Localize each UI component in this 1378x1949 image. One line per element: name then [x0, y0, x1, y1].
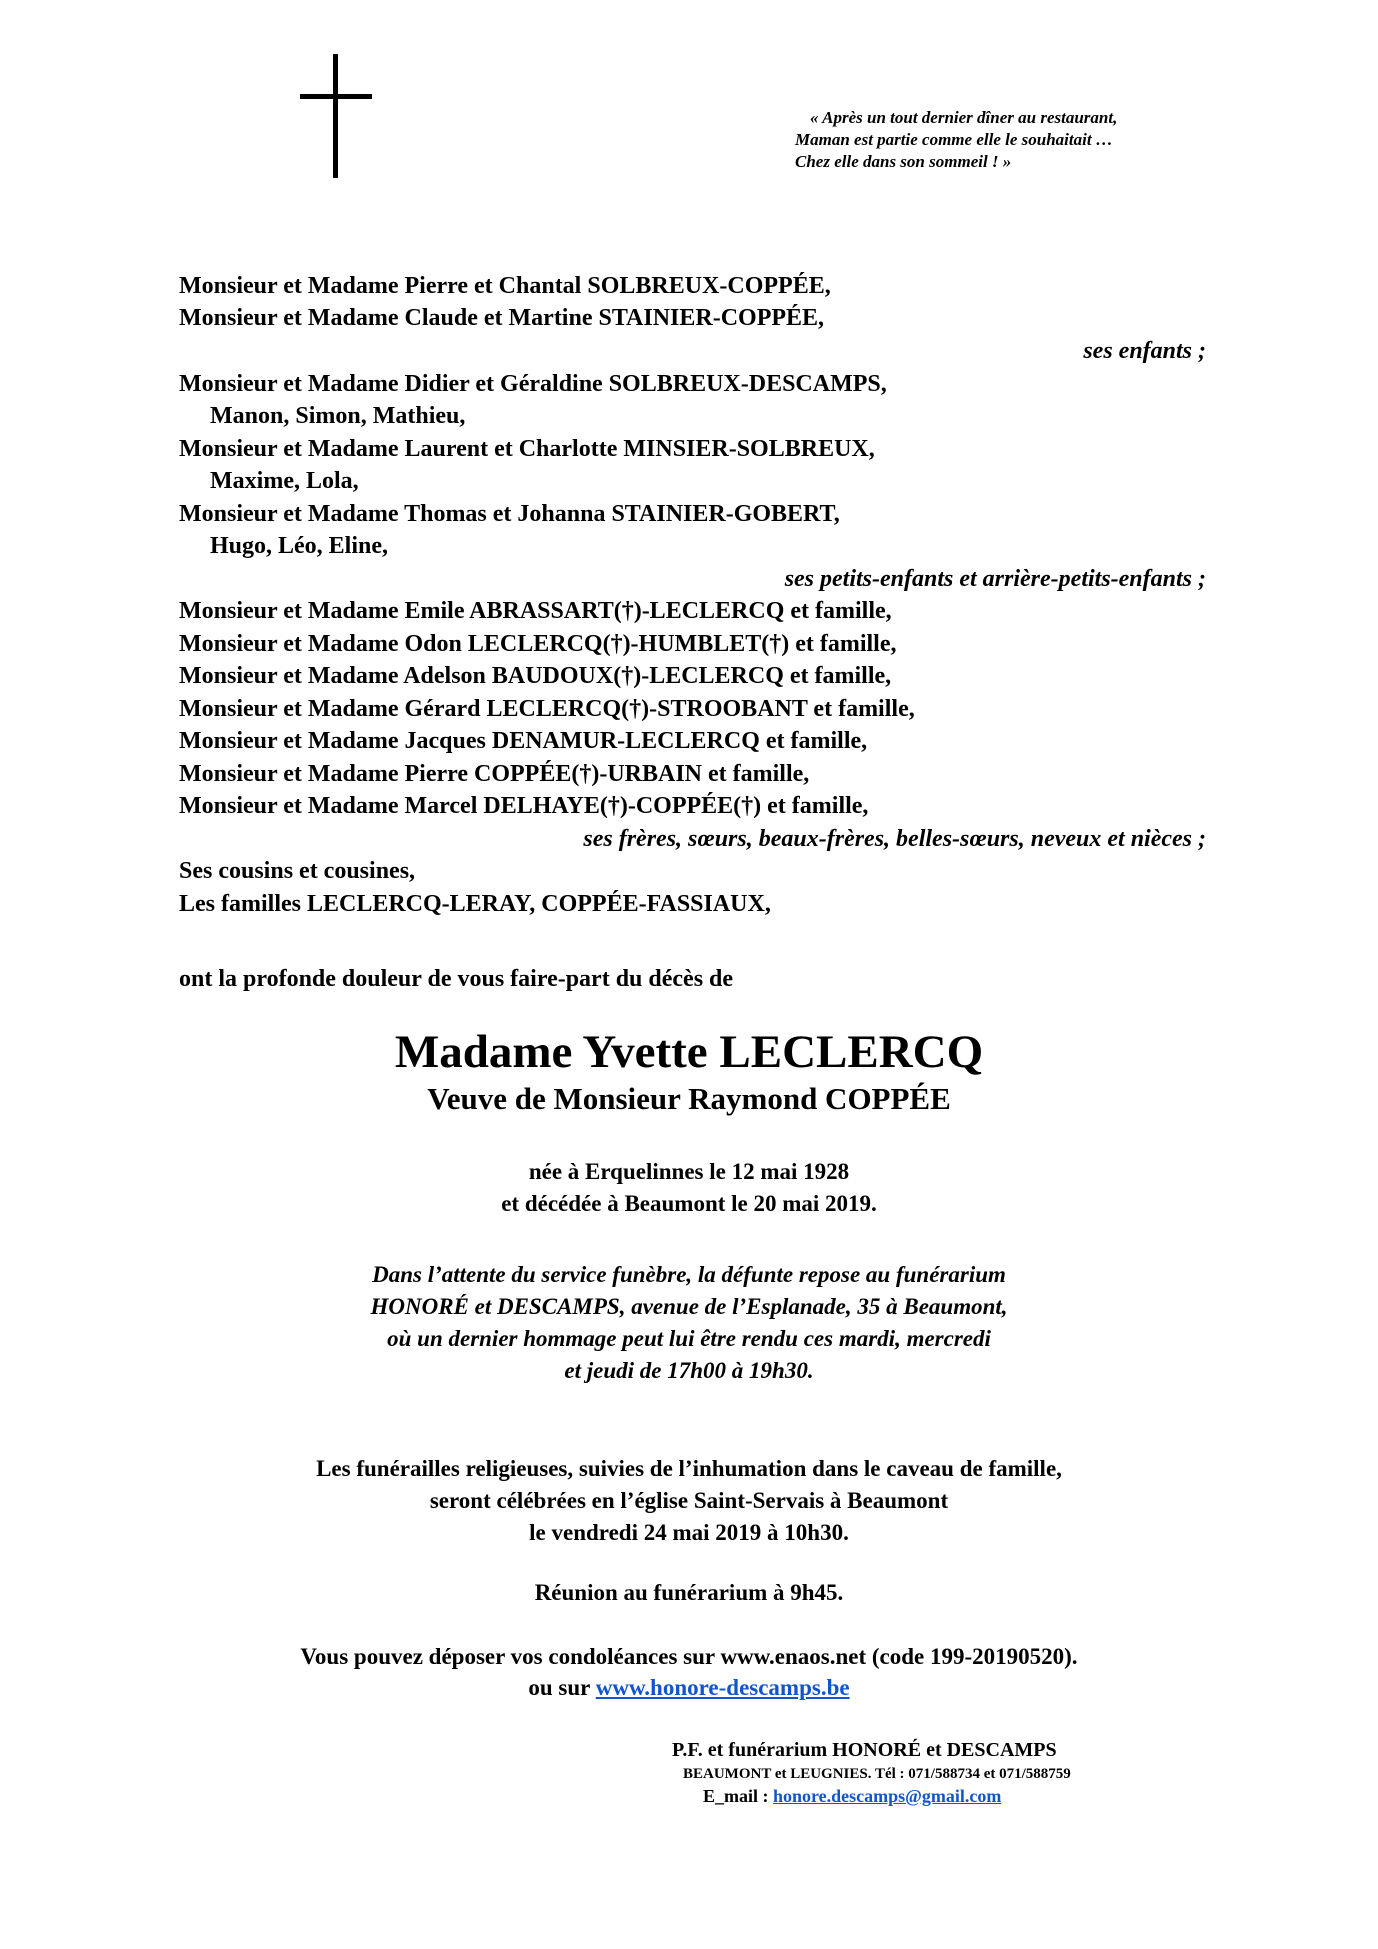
family-line: Monsieur et Madame Odon LECLERCQ(†)-HUMBLET(†) et famille,	[179, 631, 897, 657]
meeting-line: Réunion au funérarium à 9h45.	[534, 1580, 844, 1605]
viewing-line: Dans l’attente du service funèbre, la défunte repose au funérarium	[372, 1262, 1006, 1287]
funeral-line: le vendredi 24 mai 2019 à 10h30.	[529, 1520, 849, 1545]
viewing-line: et jeudi de 17h00 à 19h30.	[564, 1358, 814, 1383]
family-line: Monsieur et Madame Jacques DENAMUR-LECLERCQ et famille,	[179, 728, 868, 754]
widow-of: Veuve de Monsieur Raymond COPPÉE	[427, 1081, 951, 1116]
family-line: Hugo, Léo, Eline,	[210, 533, 389, 559]
family-line: Manon, Simon, Mathieu,	[210, 403, 466, 429]
family-line: Monsieur et Madame Gérard LECLERCQ(†)-STROOBANT et famille,	[179, 696, 915, 722]
condolences-line: Vous pouvez déposer vos condoléances sur www.enaos.net (code 199-20190520).	[300, 1644, 1078, 1669]
quote-line: « Après un tout dernier dîner au restaurant,	[810, 108, 1118, 127]
deceased-name: Madame Yvette LECLERCQ	[394, 1026, 984, 1078]
family-line: Monsieur et Madame Thomas et Johanna STAINIER-GOBERT,	[179, 501, 840, 527]
quote	[795, 107, 1117, 173]
family-line: Monsieur et Madame Pierre et Chantal SOLBREUX-COPPÉE,	[179, 273, 831, 299]
funeral-line: Les funérailles religieuses, suivies de l’inhumation dans le caveau de famille,	[316, 1456, 1062, 1481]
family-line: Monsieur et Madame Adelson BAUDOUX(†)-LECLERCQ et famille,	[179, 663, 892, 689]
condolences-prefix: ou sur	[528, 1675, 596, 1700]
website-link[interactable]: www.honore-descamps.be	[595, 1675, 850, 1700]
family-line: Monsieur et Madame Pierre COPPÉE(†)-URBAIN et famille,	[179, 761, 810, 787]
family-role-label: ses frères, sœurs, beaux-frères, belles-sœurs, neveux et nièces ;	[583, 826, 1206, 852]
signature-company: P.F. et funérarium HONORÉ et DESCAMPS	[672, 1739, 1057, 1761]
death-line: et décédée à Beaumont le 20 mai 2019.	[501, 1191, 877, 1216]
funeral-line: seront célébrées en l’église Saint-Servais à Beaumont	[429, 1488, 949, 1513]
family-role-label: ses petits-enfants et arrière-petits-enfants ;	[784, 566, 1206, 592]
viewing-line: où un dernier hommage peut lui être rendu ces mardi, mercredi	[387, 1326, 991, 1351]
quote-line: Chez elle dans son sommeil ! »	[795, 152, 1012, 171]
signature-email-line	[703, 1786, 1001, 1807]
cross-icon	[300, 54, 372, 178]
email-prefix: E_mail :	[703, 1786, 773, 1806]
family-line: Ses cousins et cousines,	[179, 858, 416, 884]
announcement: ont la profonde douleur de vous faire-part du décès de	[179, 966, 734, 992]
family-line: Monsieur et Madame Laurent et Charlotte MINSIER-SOLBREUX,	[179, 436, 875, 462]
email-link[interactable]: honore.descamps@gmail.com	[773, 1786, 1002, 1806]
condolences-link-line	[0, 1675, 1378, 1701]
signature-address: BEAUMONT et LEUGNIES. Tél : 071/588734 et 071/588759	[683, 1766, 1071, 1782]
family-line: Les familles LECLERCQ-LERAY, COPPÉE-FASSIAUX,	[179, 891, 771, 917]
family-line: Maxime, Lola,	[210, 468, 359, 494]
family-line: Monsieur et Madame Emile ABRASSART(†)-LECLERCQ et famille,	[179, 598, 892, 624]
quote-line: Maman est partie comme elle le souhaitait …	[795, 130, 1113, 149]
family-role-label: ses enfants ;	[1083, 338, 1206, 364]
family-line: Monsieur et Madame Claude et Martine STAINIER-COPPÉE,	[179, 305, 825, 331]
birth-line: née à Erquelinnes le 12 mai 1928	[528, 1159, 850, 1184]
family-line: Monsieur et Madame Marcel DELHAYE(†)-COPPÉE(†) et famille,	[179, 793, 869, 819]
viewing-line: HONORÉ et DESCAMPS, avenue de l’Esplanade, 35 à Beaumont,	[370, 1294, 1008, 1319]
family-line: Monsieur et Madame Didier et Géraldine SOLBREUX-DESCAMPS,	[179, 371, 887, 397]
